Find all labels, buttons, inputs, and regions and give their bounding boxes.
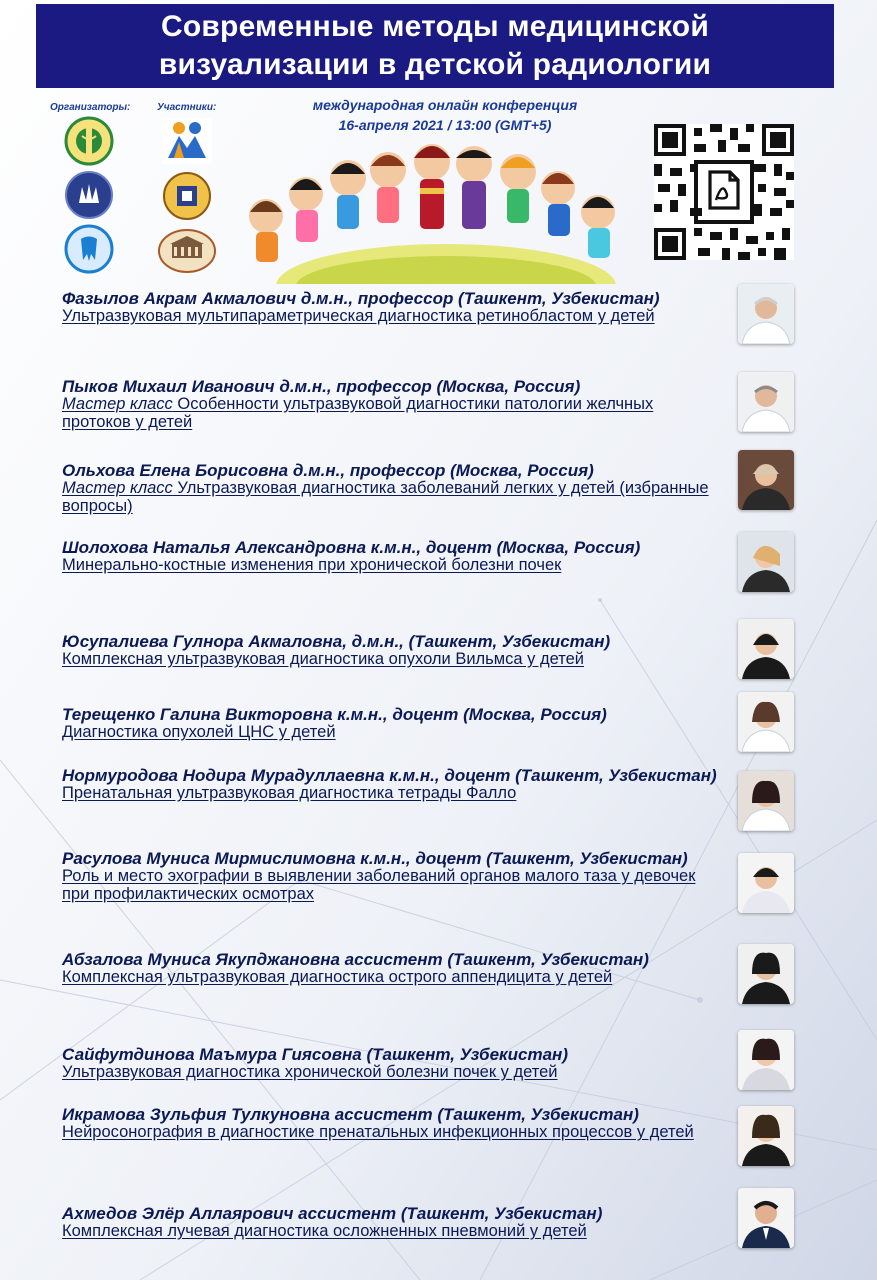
participant-logo-1-icon [162, 118, 212, 164]
speaker-topic[interactable]: Роль и место эхографии в выявлении заболеваний органов малого таза у девочек при профилактических осмотрах [62, 867, 696, 903]
speaker-name: Расулова Муниса Мирмислимовна к.м.н., доцент (Ташкент, Узбекистан) [62, 849, 688, 868]
speaker-topic[interactable]: Пренатальная ультразвуковая диагностика тетрады Фалло [62, 784, 517, 802]
speaker-topic[interactable]: Нейросонография в диагностике пренатальных инфекционных процессов у детей [62, 1123, 694, 1141]
children-illustration-icon [236, 138, 632, 284]
title-line-1: Современные методы медицинской [161, 10, 709, 43]
avatar-speaker-6 [738, 692, 794, 752]
speaker-8 [62, 850, 722, 903]
speaker-5 [62, 633, 722, 668]
avatar-speaker-5 [738, 619, 794, 679]
speaker-name: Фазылов Акрам Акмалович д.м.н., профессор (Ташкент, Узбекистан) [62, 289, 660, 308]
avatar-speaker-11 [738, 1106, 794, 1166]
avatar-speaker-1 [738, 284, 794, 344]
speaker-12 [62, 1205, 722, 1240]
speaker-topic[interactable]: Комплексная ультразвуковая диагностика опухоли Вильмса у детей [62, 650, 584, 668]
organizers-label: Организаторы: [50, 102, 131, 113]
speaker-name: Абзалова Муниса Якупджановна ассистент (Ташкент, Узбекистан) [62, 950, 649, 969]
speaker-topic[interactable]: Ультразвуковая мультипараметрическая диагностика ретинобластом у детей [62, 307, 655, 325]
avatar-speaker-12 [738, 1188, 794, 1248]
avatar-speaker-2 [738, 372, 794, 432]
speaker-1 [62, 290, 722, 325]
speaker-name: Сайфутдинова Маъмура Гиясовна (Ташкент, Узбекистан) [62, 1045, 568, 1064]
organizer-logo-1-icon [64, 116, 114, 166]
avatar-speaker-8 [738, 853, 794, 913]
organizer-logo-2-icon [64, 170, 114, 220]
speaker-name: Юсупалиева Гулнора Акмаловна, д.м.н., (Ташкент, Узбекистан) [62, 632, 611, 651]
speaker-2 [62, 378, 722, 431]
conference-date: 16-апреля 2021 / 13:00 (GMT+5) [338, 117, 552, 133]
organizer-logo-3-icon [64, 224, 114, 274]
participant-logo-2-icon [162, 170, 212, 222]
speaker-6 [62, 706, 722, 741]
participant-logo-3-icon [158, 228, 216, 274]
speaker-topic[interactable]: Комплексная лучевая диагностика осложненных пневмоний у детей [62, 1222, 587, 1240]
qr-code[interactable] [654, 124, 794, 260]
speaker-topic[interactable]: Мастер класс Ультразвуковая диагностика заболеваний легких у детей (избранные вопросы) [62, 479, 709, 515]
speaker-11 [62, 1106, 722, 1141]
speaker-name: Шолохова Наталья Александровна к.м.н., доцент (Москва, Россия) [62, 538, 641, 557]
speaker-name: Нормуродова Нодира Мурадуллаевна к.м.н., доцент (Ташкент, Узбекистан) [62, 766, 717, 785]
speaker-3 [62, 462, 722, 515]
title-banner [36, 4, 834, 88]
speaker-topic[interactable]: Диагностика опухолей ЦНС у детей [62, 723, 336, 741]
avatar-speaker-7 [738, 771, 794, 831]
avatar-speaker-9 [738, 944, 794, 1004]
speaker-7 [62, 767, 722, 802]
speaker-name: Икрамова Зульфия Тулкуновна ассистент (Ташкент, Узбекистан) [62, 1105, 639, 1124]
conference-type: международная онлайн конференция [312, 97, 578, 113]
speaker-name: Ахмедов Элёр Аллаярович ассистент (Ташкент, Узбекистан) [62, 1204, 603, 1223]
speaker-10 [62, 1046, 722, 1081]
speaker-topic[interactable]: Мастер класс Особенности ультразвуковой диагностики патологии желчных протоков у детей [62, 395, 654, 431]
avatar-speaker-10 [738, 1030, 794, 1090]
avatar-speaker-4 [738, 532, 794, 592]
speaker-topic[interactable]: Минерально-костные изменения при хронической болезни почек [62, 556, 562, 574]
speaker-name: Терещенко Галина Викторовна к.м.н., доцент (Москва, Россия) [62, 705, 607, 724]
speaker-name: Пыков Михаил Иванович д.м.н., профессор (Москва, Россия) [62, 377, 581, 396]
title-line-2: визуализации в детской радиологии [158, 48, 712, 81]
participants-label: Участники: [157, 102, 217, 113]
avatar-speaker-3 [738, 450, 794, 510]
speaker-name: Ольхова Елена Борисовна д.м.н., профессор (Москва, Россия) [62, 461, 594, 480]
speaker-9 [62, 951, 722, 986]
speaker-topic[interactable]: Комплексная ультразвуковая диагностика острого аппендицита у детей [62, 968, 613, 986]
speaker-topic[interactable]: Ультразвуковая диагностика хронической болезни почек у детей [62, 1063, 558, 1081]
speaker-4 [62, 539, 722, 574]
